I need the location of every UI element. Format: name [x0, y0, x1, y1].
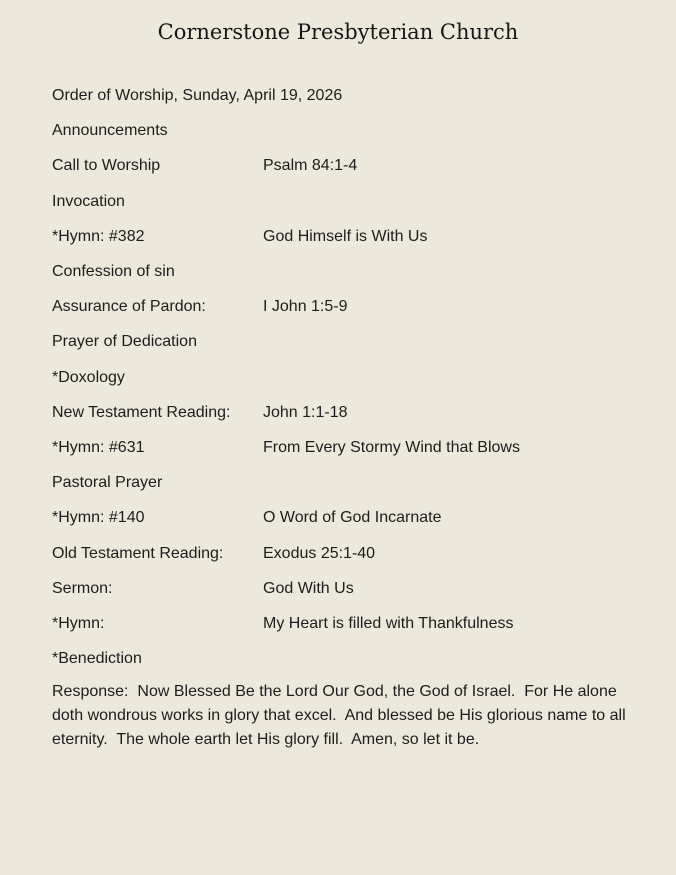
worship-item-row — [52, 465, 638, 500]
worship-item-label: Confession of sin — [52, 263, 175, 281]
worship-item-label: *Doxology — [52, 368, 125, 386]
worship-item-row — [52, 430, 638, 465]
worship-item-row — [52, 184, 638, 219]
worship-item-detail: O Word of God Incarnate — [263, 509, 442, 527]
worship-item-label: Pastoral Prayer — [52, 474, 163, 492]
worship-item-row — [52, 395, 638, 430]
page-title: Cornerstone Presbyterian Church — [157, 20, 519, 44]
worship-item-label: *Benediction — [52, 650, 142, 668]
worship-item-row — [52, 641, 638, 676]
worship-item-row — [52, 360, 638, 395]
worship-item-label: *Hymn: — [52, 615, 105, 633]
order-of-worship-heading: Order of Worship, Sunday, April 19, 2026 — [52, 87, 343, 104]
worship-item-label: Invocation — [52, 192, 125, 210]
worship-item-detail: Exodus 25:1-40 — [263, 544, 376, 562]
worship-item-row — [52, 606, 638, 641]
worship-item-detail: God With Us — [263, 579, 354, 597]
worship-item-label: Announcements — [52, 122, 168, 140]
worship-item-label: *Hymn: #140 — [52, 509, 145, 527]
worship-item-detail: Psalm 84:1-4 — [263, 157, 358, 175]
worship-item-label: Call to Worship — [52, 157, 161, 175]
order-of-worship — [52, 78, 638, 752]
worship-item-row — [52, 289, 638, 324]
worship-item-label: Prayer of Dedication — [52, 333, 197, 351]
worship-item-detail: My Heart is filled with Thankfulness — [263, 615, 514, 633]
worship-item-row — [52, 219, 638, 254]
worship-item-label: Assurance of Pardon: — [52, 298, 206, 316]
worship-item-label: Old Testament Reading: — [52, 544, 224, 562]
worship-item-label: *Hymn: #382 — [52, 227, 145, 245]
worship-item-row — [52, 324, 638, 359]
worship-item-label: Sermon: — [52, 579, 113, 597]
worship-item-row — [52, 536, 638, 571]
worship-item-row — [52, 254, 638, 289]
worship-item-detail: From Every Stormy Wind that Blows — [263, 439, 520, 457]
worship-item-row — [52, 148, 638, 183]
response-paragraph: Response: Now Blessed Be the Lord Our God, the God of Israel. For He alone doth wondrous works in glory that excel. And blessed be His glorious name to all eternity. The whole earth let His glory fill. Amen, so let it be. — [52, 683, 631, 749]
worship-item-detail: John 1:1-18 — [263, 403, 348, 421]
worship-item-row — [52, 571, 638, 606]
worship-item-row — [52, 500, 638, 535]
worship-item-label: *Hymn: #631 — [52, 439, 145, 457]
worship-item-row — [52, 113, 638, 148]
worship-item-label: New Testament Reading: — [52, 403, 231, 421]
worship-item-detail: God Himself is With Us — [263, 227, 428, 245]
worship-item-detail: I John 1:5-9 — [263, 298, 348, 316]
worship-item-list — [52, 113, 638, 676]
